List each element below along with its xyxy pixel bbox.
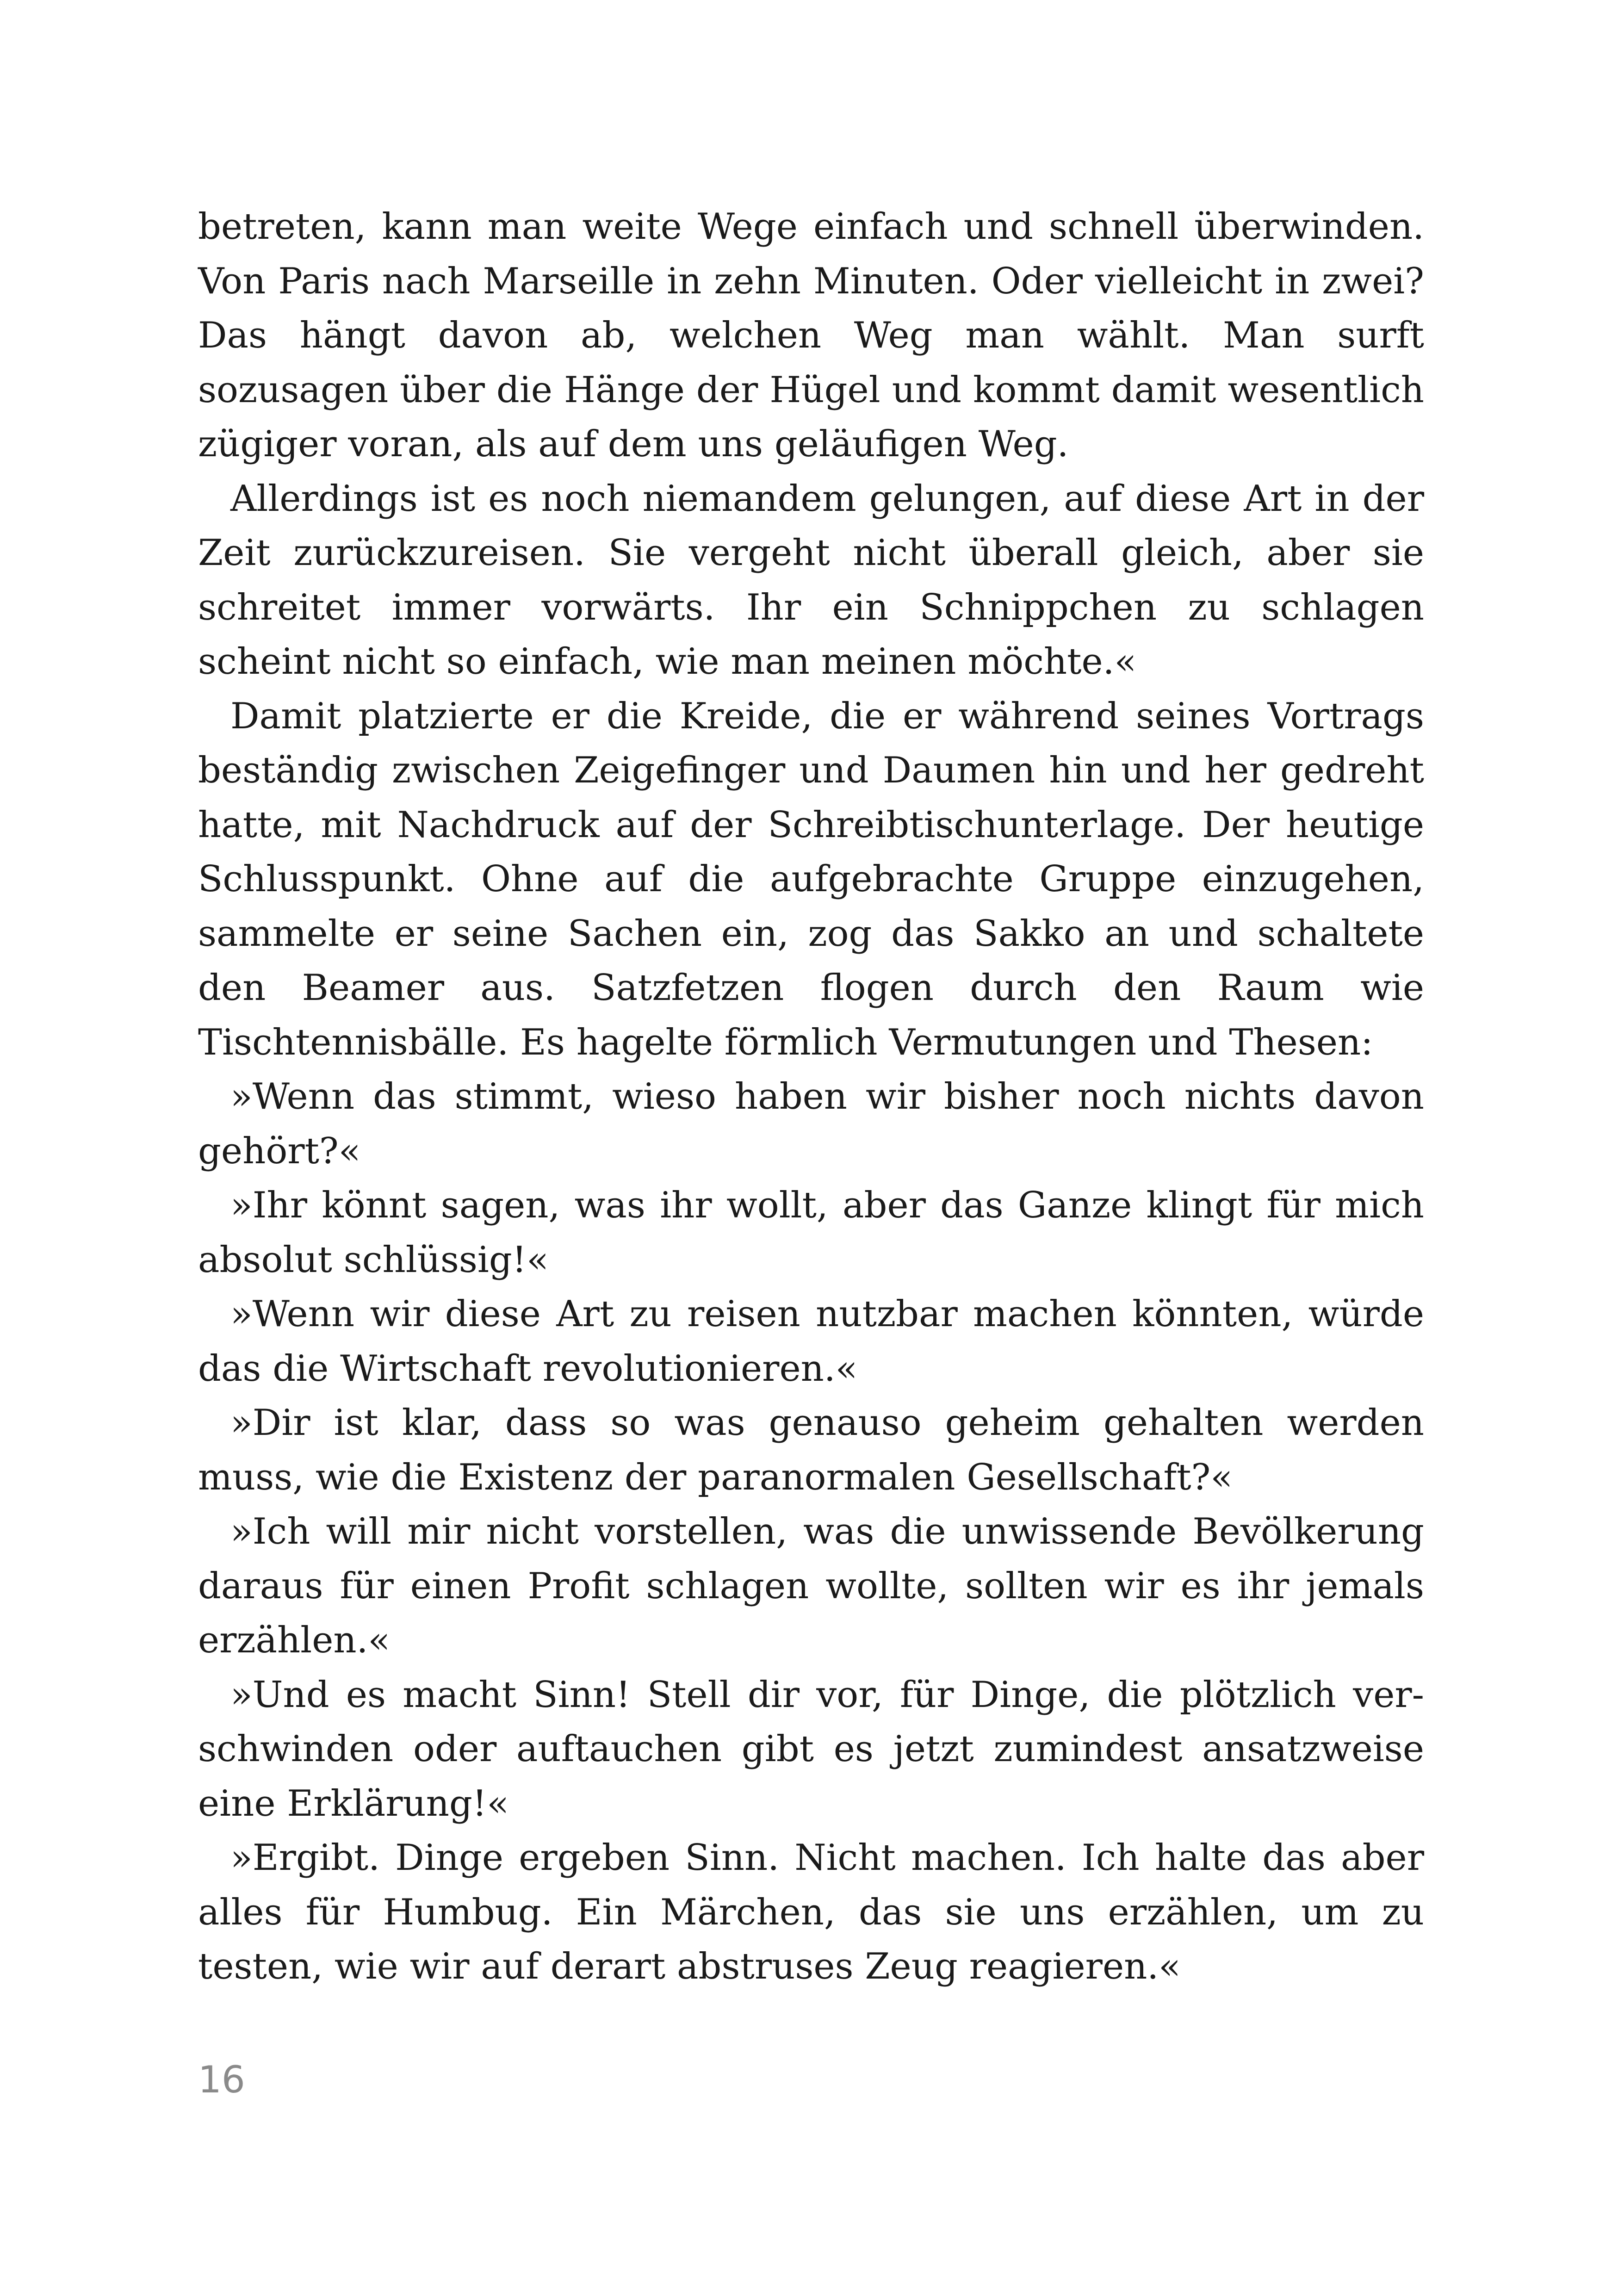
paragraph: Damit platzierte er die Kreide, die er während seines Vortrags beständig zwischen Zeigefinger und Daumen hin und her gedreht hatte, mit Nachdruck auf der Schreibtischunterlage. Der heutige Schlusspunkt. Ohne auf die aufgebrachte Gruppe einzugehen, sammelte er seine Sachen ein, zog das Sakko an und schaltete den Beamer aus. Satzfetzen flogen durch den Raum wie Tischtennisbälle. Es hagelte förmlich Vermutungen und Thesen:	[198, 695, 1424, 1063]
dialogue-paragraph: »Ergibt. Dinge ergeben Sinn. Nicht machen. Ich halte das aber alles für Humbug. Ein Märchen, das sie uns erzählen, um zu testen, wie wir auf derart abstruses Zeug reagieren.«	[198, 1837, 1424, 1987]
dialogue-paragraph: »Wenn wir diese Art zu reisen nutzbar machen könnten, würde das die Wirtschaft revolutionieren.«	[198, 1293, 1424, 1390]
dialogue-paragraph: »Wenn das stimmt, wieso haben wir bisher noch nichts davon gehört?«	[198, 1076, 1424, 1172]
dialogue-paragraph: »Und es macht Sinn! Stell dir vor, für Dinge, die plötzlich verschwinden oder auftauchen gibt es jetzt zumindest ansatzweise eine Erklärung!«	[198, 1674, 1424, 1824]
paragraph: Allerdings ist es noch niemandem gelungen, auf diese Art in der Zeit zurückzureisen. Sie vergeht nicht überall gleich, aber sie schreitet immer vorwärts. Ihr ein Schnippchen zu schlagen scheint nicht so einfach, wie man meinen möchte.«	[198, 478, 1424, 683]
dialogue-paragraph: »Dir ist klar, dass so was genauso geheim gehalten werden muss, wie die Existenz der paranormalen Gesellschaft?«	[198, 1402, 1424, 1498]
paragraph-continued: betreten, kann man weite Wege einfach und schnell überwinden. Von Paris nach Marseille in zehn Minuten. Oder vielleicht in zwei? Das hängt davon ab, welchen Weg man wählt. Man surft sozusagen über die Hänge der Hügel und kommt damit wesentlich zügiger voran, als auf dem uns geläufigen Weg.	[198, 206, 1424, 465]
page-number: 16	[198, 2058, 245, 2101]
dialogue-paragraph: »Ich will mir nicht vorstellen, was die unwissende Bevölkerung daraus für einen Profit schlagen wollte, sollten wir es ihr jemals erzählen.«	[198, 1511, 1424, 1661]
body-text	[198, 200, 1424, 1994]
dialogue-paragraph: »Ihr könnt sagen, was ihr wollt, aber das Ganze klingt für mich absolut schlüssig!«	[198, 1185, 1424, 1281]
